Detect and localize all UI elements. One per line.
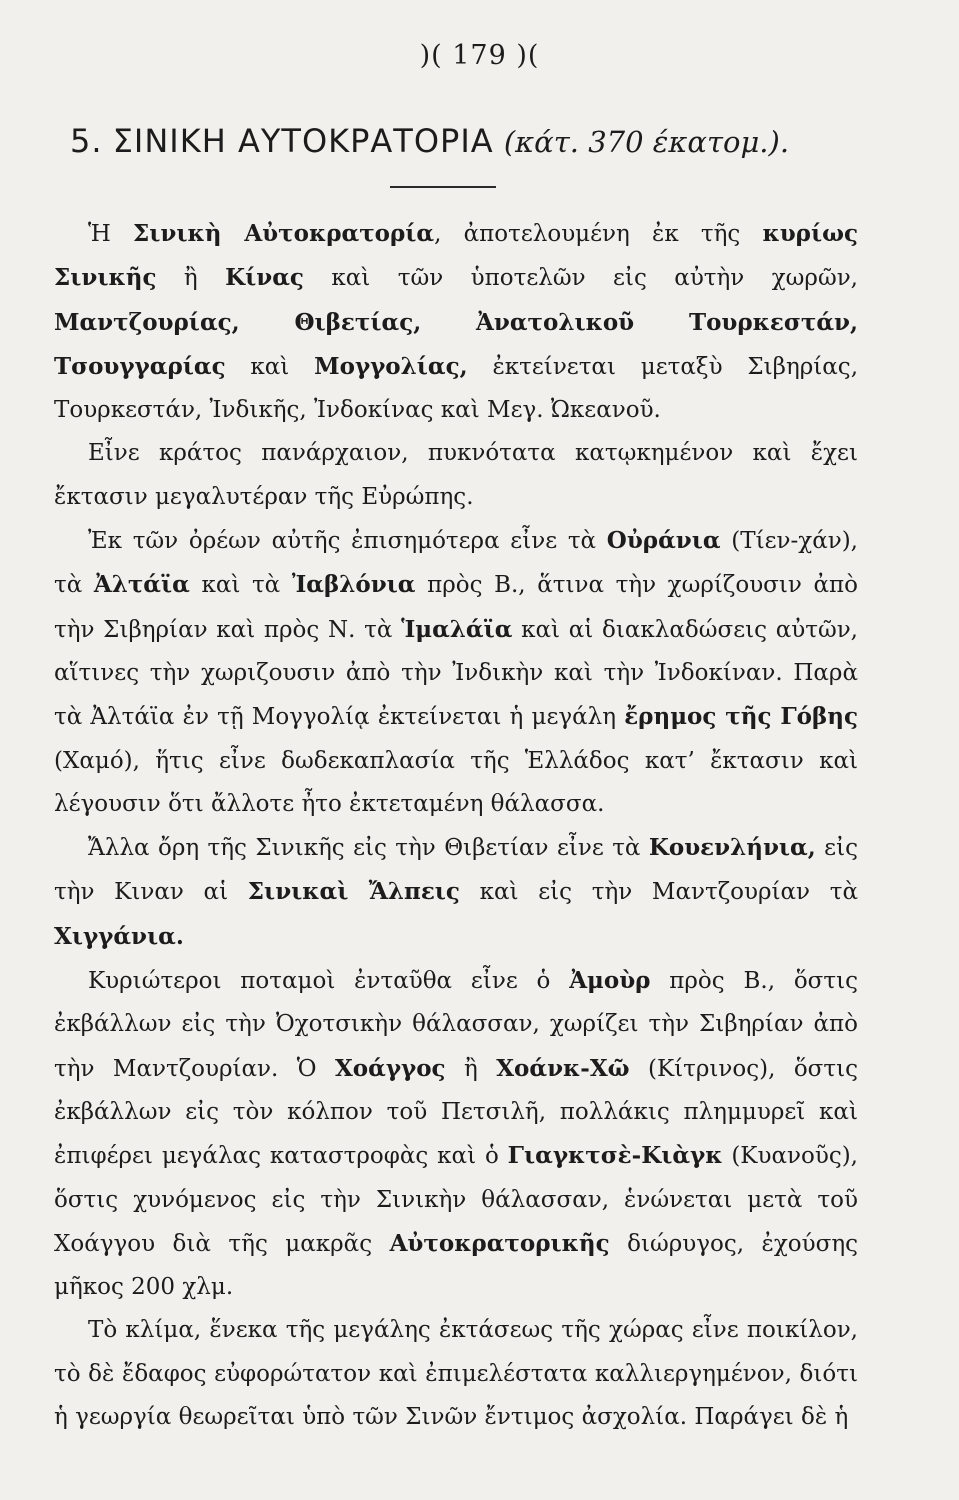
bold-term: Χιγγάνια. <box>54 922 184 950</box>
text-run: ἢ <box>445 1055 497 1082</box>
bold-term: Μαντζουρίας, Θιβετίας, Ἀνατολικοῦ Τουρκεστάν, Τσουγγαρίας <box>54 308 858 380</box>
paragraph <box>54 432 858 519</box>
bold-term: κυρίως Σινικῆς <box>54 220 858 292</box>
section-title: ΣΙΝΙΚΗ ΑΥΤΟΚΡΑΤΟΡΙΑ <box>112 122 494 160</box>
text-run: καὶ τὰ <box>189 572 292 599</box>
text-run: καὶ αἱ διακλαδώσεις αὐτῶν, αἵτινες τὴν χωριζουσιν ἀπὸ τὴν Ἰνδικὴν καὶ τὴν Ἰνδοκίναν. Παρὰ τὰ Ἀλτάϊα ἐν τῇ Μογγολίᾳ ἐκτείνεται ἡ μεγάλη <box>54 616 858 731</box>
text-run: Τὸ κλίμα, ἕνεκα τῆς μεγάλης ἐκτάσεως τῆς χώρας εἶνε ποικίλον, τὸ δὲ ἔδαφος εὐφορώτατον καὶ ἐπιμελέστατα καλλιεργημένον, διότι ἡ γεωργία θεωρεῖται ὑπὸ τῶν Σινῶν ἔντιμος ἀσχολία. Παράγει δὲ ἡ <box>54 1317 858 1431</box>
text-run: καὶ <box>225 353 315 380</box>
paragraph <box>54 519 858 826</box>
bold-term: Ἱμαλάϊα <box>401 615 513 643</box>
section-subtitle: (κάτ. 370 έκατομ.). <box>503 125 790 159</box>
paragraph <box>54 212 858 432</box>
bold-term: Ἀμοὺρ <box>569 967 651 995</box>
text-run: , ἀποτελουμένη ἐκ τῆς <box>434 221 763 247</box>
paragraph <box>54 826 858 959</box>
bold-term: Κίνας <box>225 264 304 292</box>
paragraph <box>54 1309 858 1439</box>
text-run: Ἄλλα ὄρη τῆς Σινικῆς εἰς τὴν Θιβετίαν εἶνε τὰ <box>88 835 649 862</box>
section-heading <box>70 122 890 160</box>
bold-term: Χοάνκ-Χῶ <box>496 1054 630 1082</box>
bold-term: Χοάγγος <box>334 1054 446 1082</box>
text-run: (Κίτρινος), ὅστις ἐκβάλλων εἰς τὸν κόλπον τοῦ Πετσιλῆ, πολλάκις πλημμυρεῖ καὶ ἐπιφέρει μεγάλας καταστροφὰς καὶ ὁ <box>54 1055 858 1170</box>
section-number: 5. <box>70 122 103 160</box>
bold-term: Μογγολίας, <box>314 352 468 380</box>
bold-term: Αὐτοκρατορικῆς <box>389 1229 610 1257</box>
text-run: (Τίεν-χάν), τὰ <box>54 528 858 599</box>
text-run: εἰς τὴν Κιναν αἱ <box>54 835 858 906</box>
text-run: πρὸς Β., ἅτινα τὴν χωρίζουσιν ἀπὸ τὴν Σιβηρίαν καὶ πρὸς Ν. τὰ <box>54 572 858 643</box>
bold-term: Ἰαβλόνια <box>291 571 416 599</box>
text-run: καὶ τῶν ὑποτελῶν εἰς αὐτὴν χωρῶν, <box>303 265 858 292</box>
bold-term: Σινικαὶ Ἄλπεις <box>247 878 460 906</box>
bold-term: Οὐράνια <box>606 527 721 555</box>
text-run: Ἡ <box>88 221 134 247</box>
paragraph <box>54 959 858 1309</box>
text-run: Εἶνε κράτος πανάρχαιον, πυκνότατα κατῳκημένον καὶ ἔχει ἔκτασιν μεγαλυτέραν τῆς Εὐρώπης. <box>54 440 858 510</box>
text-run: καὶ εἰς τὴν Μαντζουρίαν τὰ <box>459 879 858 906</box>
page-number: )( 179 )( <box>419 40 540 71</box>
bold-term: Σινικὴ Αὐτοκρατορία <box>133 220 435 247</box>
text-run: Ἐκ τῶν ὀρέων αὐτῆς ἐπισημότερα εἶνε τὰ <box>88 528 607 555</box>
bold-term: Γιαγκτσὲ-Κιὰγκ <box>507 1142 723 1170</box>
body-text <box>54 212 858 1439</box>
text-run: πρὸς Β., ὅστις ἐκβάλλων εἰς τὴν Ὀχοτσικὴν θάλασσαν, χωρίζει τὴν Σιβηρίαν ἀπὸ τὴν Μαντζουρίαν. Ὁ <box>54 968 858 1082</box>
text-run: ἐκτείνεται μεταξὺ Σιβηρίας, Τουρκεστάν, Ἰνδικῆς, Ἰνδοκίνας καὶ Μεγ. Ὠκεανοῦ. <box>54 353 859 424</box>
text-run: Κυριώτεροι ποταμοὶ ἐνταῦθα εἶνε ὁ <box>88 968 570 995</box>
text-run: διώρυγος, ἐχούσης μῆκος 200 χλμ. <box>54 1230 858 1301</box>
bold-term: Ἀλτάϊα <box>93 571 190 599</box>
text-run: ἢ <box>156 265 226 292</box>
text-run: (Χαμό), ἥτις εἶνε δωδεκαπλασία τῆς Ἑλλάδος κατ’ ἔκτασιν καὶ λέγουσιν ὅτι ἄλλοτε ἦτο ἐκτεταμένη θάλασσα. <box>54 747 858 817</box>
text-run: (Κυανοῦς), ὅστις χυνόμενος εἰς τὴν Σινικὴν θάλασσαν, ἑνώνεται μετὰ τοῦ Χοάγγου διὰ τῆς μακρᾶς <box>54 1143 858 1257</box>
heading-divider <box>390 186 496 188</box>
bold-term: ἔρημος τῆς Γόβης <box>624 703 858 731</box>
bold-term: Κουενλήνια, <box>648 834 816 862</box>
